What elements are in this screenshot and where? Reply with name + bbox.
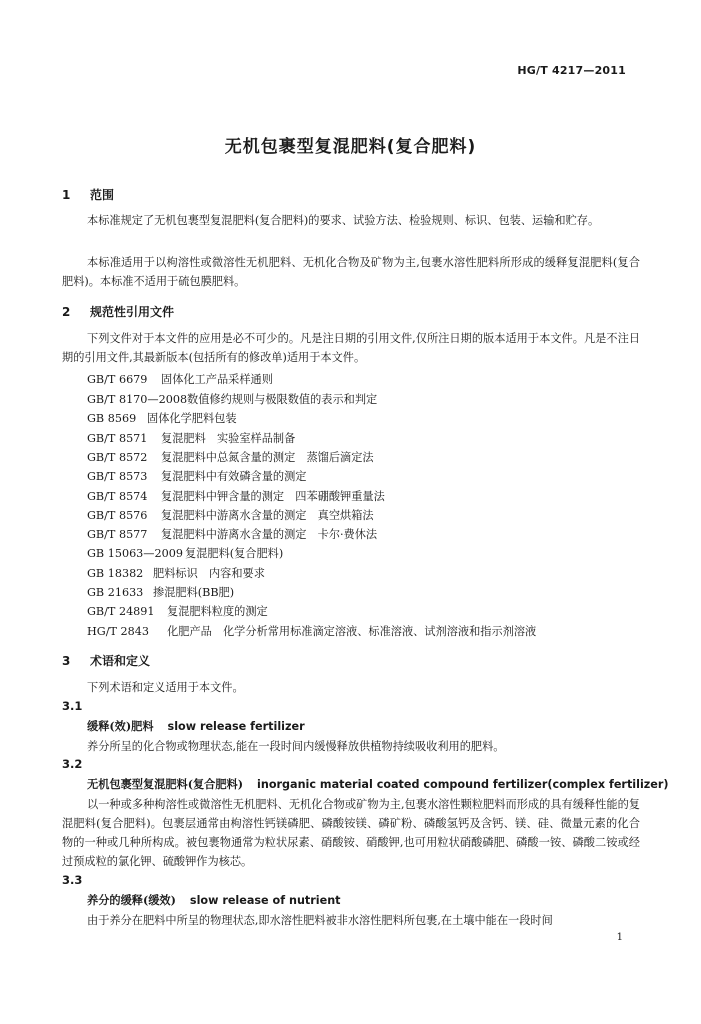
- clause-3-3-number: 3.3: [62, 873, 83, 887]
- clause-3-3-term: 养分的缓释(缓效) slow release of nutrient: [87, 893, 341, 907]
- terms-intro: 下列术语和定义适用于本文件。: [87, 681, 244, 694]
- reference-item: GB/T 8573 复混肥料中有效磷含量的测定: [87, 470, 307, 483]
- reference-item: GB 18382 肥料标识 内容和要求: [87, 567, 265, 580]
- section-number: 2: [62, 305, 71, 319]
- section-title: 术语和定义: [90, 654, 151, 668]
- section-title: 规范性引用文件: [90, 305, 175, 319]
- page-number: 1: [616, 932, 623, 943]
- section-title: 范围: [90, 188, 115, 202]
- clause-3-1-definition: 养分所呈的化合物或物理状态,能在一段时间内缓慢释放供植物持续吸收利用的肥料。: [87, 740, 505, 753]
- reference-item: GB/T 8576 复混肥料中游离水含量的测定 真空烘箱法: [87, 509, 374, 522]
- scope-paragraph-2: 本标准适用于以枸溶性或微溶性无机肥料、无机化合物及矿物为主,包裹水溶性肥料所形成的缓释复混肥料(复合肥料)。本标准不适用于硫包膜肥料。: [62, 256, 640, 288]
- reference-item: GB/T 8170—2008数值修约规则与极限数值的表示和判定: [87, 393, 378, 406]
- reference-item: GB/T 6679 固体化工产品采样通则: [87, 373, 273, 386]
- reference-item: GB/T 8571 复混肥料 实验室样品制备: [87, 432, 296, 445]
- standard-code: HG/T 4217—2011: [517, 64, 626, 77]
- clause-3-2-definition: 以一种或多种枸溶性或微溶性无机肥料、无机化合物或矿物为主,包裹水溶性颗粒肥料而形成的具有缓释性能的复混肥料(复合肥料)。包裹层通常由枸溶性钙镁磷肥、磷酸铵镁、磷矿粉、磷酸氢钙及含钙、镁、硅、微量元素的化合物的一种或几种所构成。被包裹物通常为粒状尿素、硝酸铵、硝酸钾,也可用粒状硝酸磷肥、磷酸一铵、磷酸二铵或经过预成粒的氯化钾、硫酸钾作为核芯。: [62, 798, 640, 868]
- reference-item: GB/T 24891 复混肥料粒度的测定: [87, 605, 268, 618]
- section-1-heading: [62, 186, 114, 203]
- document-title: 无机包裹型复混肥料(复合肥料): [224, 137, 477, 157]
- clause-3-1-term: 缓释(效)肥料 slow release fertilizer: [87, 719, 305, 733]
- clause-3-2-term: 无机包裹型复混肥料(复合肥料) inorganic material coated compound fertilizer(complex fertilizer): [87, 777, 669, 791]
- reference-item: HG/T 2843 化肥产品 化学分析常用标准滴定溶液、标准溶液、试剂溶液和指示剂溶液: [87, 625, 537, 638]
- section-2-heading: [62, 303, 174, 320]
- reference-item: GB/T 8577 复混肥料中游离水含量的测定 卡尔·费休法: [87, 528, 378, 541]
- reference-item: GB/T 8574 复混肥料中钾含量的测定 四苯硼酸钾重量法: [87, 490, 385, 503]
- section-number: 1: [62, 188, 71, 202]
- clause-3-3-definition: 由于养分在肥料中所呈的物理状态,即水溶性肥料被非水溶性肥料所包裹,在土壤中能在一段时间: [87, 914, 553, 927]
- scope-paragraph-1: 本标准规定了无机包裹型复混肥料(复合肥料)的要求、试验方法、检验规则、标识、包装、运输和贮存。: [87, 214, 600, 227]
- reference-item: GB 8569 固体化学肥料包装: [87, 412, 237, 425]
- reference-item: GB 21633 掺混肥料(BB肥): [87, 586, 235, 599]
- section-3-heading: [62, 652, 150, 669]
- reference-item: GB 15063—2009 复混肥料(复合肥料): [87, 547, 284, 560]
- section-number: 3: [62, 654, 71, 668]
- clause-3-2-number: 3.2: [62, 757, 83, 771]
- clause-3-1-number: 3.1: [62, 699, 83, 713]
- reference-item: GB/T 8572 复混肥料中总氮含量的测定 蒸馏后滴定法: [87, 451, 374, 464]
- references-intro: 下列文件对于本文件的应用是必不可少的。凡是注日期的引用文件,仅所注日期的版本适用于本文件。凡是不注日期的引用文件,其最新版本(包括所有的修改单)适用于本文件。: [62, 332, 640, 364]
